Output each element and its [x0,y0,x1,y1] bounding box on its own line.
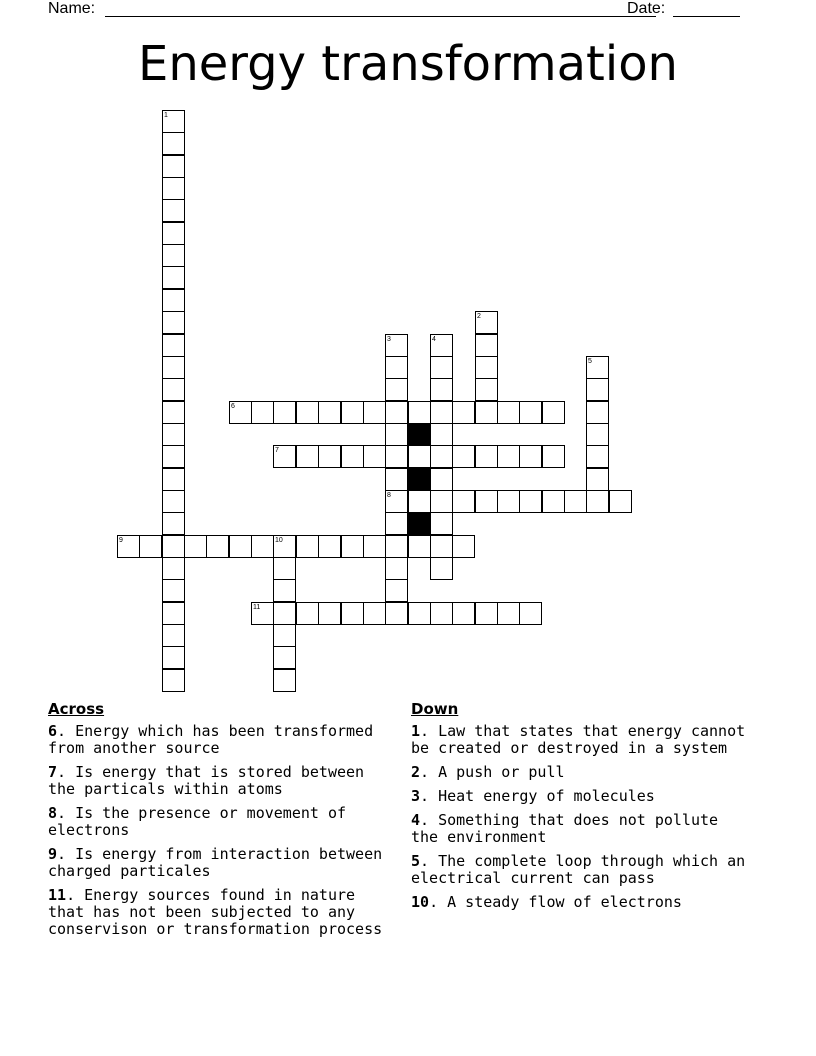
grid-cell[interactable] [162,669,185,692]
grid-cell[interactable] [162,624,185,647]
grid-cell[interactable] [162,155,185,178]
grid-cell[interactable] [273,602,296,625]
grid-cell[interactable] [162,579,185,602]
clue-text: Heat energy of molecules [438,787,655,805]
grid-cell[interactable] [162,468,185,491]
grid-cell[interactable] [318,535,341,558]
grid-cell[interactable] [318,401,341,424]
grid-block-cell [408,512,431,535]
grid-cell[interactable] [341,445,364,468]
grid-cell[interactable] [430,602,453,625]
grid-cell[interactable] [184,535,207,558]
grid-cell[interactable] [430,512,453,535]
date-label: Date: [627,0,666,17]
clue-number: 5 [411,852,421,870]
grid-cell[interactable] [162,423,185,446]
cell-number: 7 [275,447,279,454]
grid-cell[interactable] [542,401,565,424]
grid-cell[interactable] [408,401,431,424]
grid-cell[interactable] [586,378,609,401]
grid-cell[interactable] [385,490,408,513]
grid-cell[interactable] [162,222,185,245]
grid-cell[interactable] [251,602,274,625]
grid-cell[interactable] [273,401,296,424]
clue-across-7: 7. Is energy that is stored between the particals within atoms [48,763,365,798]
grid-cell[interactable] [162,289,185,312]
clue-text: Is energy that is stored between the particals within atoms [48,763,365,798]
grid-cell[interactable] [363,401,386,424]
across-clues [48,700,398,945]
grid-cell[interactable] [385,557,408,580]
grid-cell[interactable] [273,445,296,468]
cell-number: 8 [387,492,391,499]
clue-number: 4 [411,811,421,829]
grid-cell[interactable] [162,490,185,513]
cell-number: 5 [588,358,592,365]
grid-cell[interactable] [162,199,185,222]
grid-cell[interactable] [564,490,587,513]
grid-cell[interactable] [586,490,609,513]
grid-cell[interactable] [251,401,274,424]
grid-cell[interactable] [430,378,453,401]
grid-cell[interactable] [162,535,185,558]
clue-down-5: 5. The complete loop through which an electrical current can pass [411,852,746,887]
grid-cell[interactable] [586,445,609,468]
grid-cell[interactable] [385,334,408,357]
grid-cell[interactable] [206,535,229,558]
grid-cell[interactable] [452,445,475,468]
page-title: Energy transformation [138,36,678,92]
grid-cell[interactable] [586,423,609,446]
clue-number: 9 [48,845,58,863]
grid-cell[interactable] [452,401,475,424]
cell-number: 9 [119,537,123,544]
grid-cell[interactable] [162,244,185,267]
down-heading: Down [411,700,459,718]
clue-number: 6 [48,722,58,740]
grid-cell[interactable] [162,602,185,625]
grid-cell[interactable] [497,401,520,424]
grid-cell[interactable] [363,445,386,468]
clue-text: Law that states that energy cannot be created or destroyed in a system [411,722,746,757]
clue-text: A steady flow of electrons [447,893,682,911]
grid-cell[interactable] [162,266,185,289]
grid-cell[interactable] [452,535,475,558]
grid-cell[interactable] [385,535,408,558]
clue-down-2: 2. A push or pull [411,763,565,781]
clue-down-4: 4. Something that does not pollute the environment [411,811,719,846]
grid-cell[interactable] [475,356,498,379]
grid-cell[interactable] [586,356,609,379]
cell-number: 2 [477,313,481,320]
grid-cell[interactable] [385,445,408,468]
grid-cell[interactable] [475,401,498,424]
clue-across-8: 8. Is the presence or movement of electrons [48,804,347,839]
grid-cell[interactable] [162,110,185,133]
grid-cell[interactable] [408,535,431,558]
grid-cell[interactable] [519,445,542,468]
cell-number: 4 [432,336,436,343]
grid-cell[interactable] [430,535,453,558]
clue-number: 3 [411,787,421,805]
clue-across-11: 11. Energy sources found in nature that has not been subjected to any conservison or transformation process [48,886,383,938]
grid-cell[interactable] [497,445,520,468]
grid-cell[interactable] [542,490,565,513]
grid-cell[interactable] [519,490,542,513]
grid-cell[interactable] [586,401,609,424]
clue-text: Is energy from interaction between charged particales [48,845,383,880]
grid-cell[interactable] [296,535,319,558]
grid-cell[interactable] [162,311,185,334]
grid-cell[interactable] [162,334,185,357]
grid-cell[interactable] [363,602,386,625]
grid-cell[interactable] [519,602,542,625]
grid-cell[interactable] [475,445,498,468]
clue-number: 2 [411,763,421,781]
grid-cell[interactable] [162,512,185,535]
grid-cell[interactable] [296,401,319,424]
clue-text: Is the presence or movement of electrons [48,804,347,839]
grid-cell[interactable] [385,579,408,602]
grid-cell[interactable] [475,490,498,513]
grid-cell[interactable] [475,378,498,401]
grid-cell[interactable] [408,445,431,468]
grid-cell[interactable] [385,356,408,379]
grid-cell[interactable] [162,646,185,669]
clue-number: 7 [48,763,58,781]
grid-cell[interactable] [341,401,364,424]
grid-cell[interactable] [408,602,431,625]
cell-number: 3 [387,336,391,343]
grid-cell[interactable] [430,356,453,379]
grid-cell[interactable] [162,557,185,580]
across-heading: Across [48,700,105,718]
grid-cell[interactable] [162,356,185,379]
clue-text: Something that does not pollute the environment [411,811,719,846]
grid-cell[interactable] [273,535,296,558]
cell-number: 10 [275,537,283,544]
grid-cell[interactable] [117,535,140,558]
grid-cell[interactable] [408,490,431,513]
grid-cell[interactable] [430,401,453,424]
grid-cell[interactable] [273,557,296,580]
clue-down-1: 1. Law that states that energy cannot be created or destroyed in a system [411,722,746,757]
clue-text: A push or pull [438,763,565,781]
grid-cell[interactable] [385,468,408,491]
grid-cell[interactable] [519,401,542,424]
grid-cell[interactable] [430,445,453,468]
grid-cell[interactable] [385,378,408,401]
grid-cell[interactable] [318,445,341,468]
grid-cell[interactable] [296,602,319,625]
grid-cell[interactable] [586,468,609,491]
grid-cell[interactable] [497,490,520,513]
clue-down-10: 10. A steady flow of electrons [411,893,682,911]
grid-cell[interactable] [273,579,296,602]
grid-cell[interactable] [452,490,475,513]
grid-cell[interactable] [475,602,498,625]
cell-number: 1 [164,112,168,119]
grid-cell[interactable] [273,669,296,692]
grid-cell[interactable] [341,535,364,558]
grid-cell[interactable] [430,334,453,357]
clue-text: The complete loop through which an electrical current can pass [411,852,746,887]
grid-cell[interactable] [497,602,520,625]
name-label: Name: [48,0,96,17]
grid-cell[interactable] [318,602,341,625]
clue-text: Energy which has been transformed from another source [48,722,374,757]
grid-cell[interactable] [452,602,475,625]
clue-number: 10 [411,893,430,911]
grid-cell[interactable] [430,423,453,446]
grid-block-cell [408,423,431,446]
grid-cell[interactable] [385,512,408,535]
cell-number: 11 [253,604,261,611]
clue-number: 1 [411,722,421,740]
grid-cell[interactable] [341,602,364,625]
cell-number: 6 [231,403,235,410]
clue-down-3: 3. Heat energy of molecules [411,787,655,805]
grid-cell[interactable] [162,445,185,468]
grid-cell[interactable] [430,557,453,580]
grid-block-cell [408,468,431,491]
clue-number: 11 [48,886,67,904]
grid-cell[interactable] [273,624,296,647]
grid-cell[interactable] [229,401,252,424]
grid-cell[interactable] [162,177,185,200]
grid-cell[interactable] [385,401,408,424]
grid-cell[interactable] [609,490,632,513]
grid-cell[interactable] [139,535,162,558]
grid-cell[interactable] [229,535,252,558]
grid-cell[interactable] [385,423,408,446]
grid-cell[interactable] [273,646,296,669]
grid-cell[interactable] [430,490,453,513]
clue-text: Energy sources found in nature that has not been subjected to any conservison or transformation process [48,886,383,938]
clue-across-6: 6. Energy which has been transformed from another source [48,722,374,757]
grid-cell[interactable] [162,401,185,424]
grid-cell[interactable] [162,378,185,401]
grid-cell[interactable] [475,334,498,357]
grid-cell[interactable] [385,602,408,625]
grid-cell[interactable] [251,535,274,558]
clue-number: 8 [48,804,58,822]
grid-cell[interactable] [162,132,185,155]
grid-cell[interactable] [475,311,498,334]
grid-cell[interactable] [542,445,565,468]
grid-cell[interactable] [363,535,386,558]
down-clues [411,700,746,918]
clue-across-9: 9. Is energy from interaction between charged particales [48,845,383,880]
grid-cell[interactable] [296,445,319,468]
grid-cell[interactable] [430,468,453,491]
